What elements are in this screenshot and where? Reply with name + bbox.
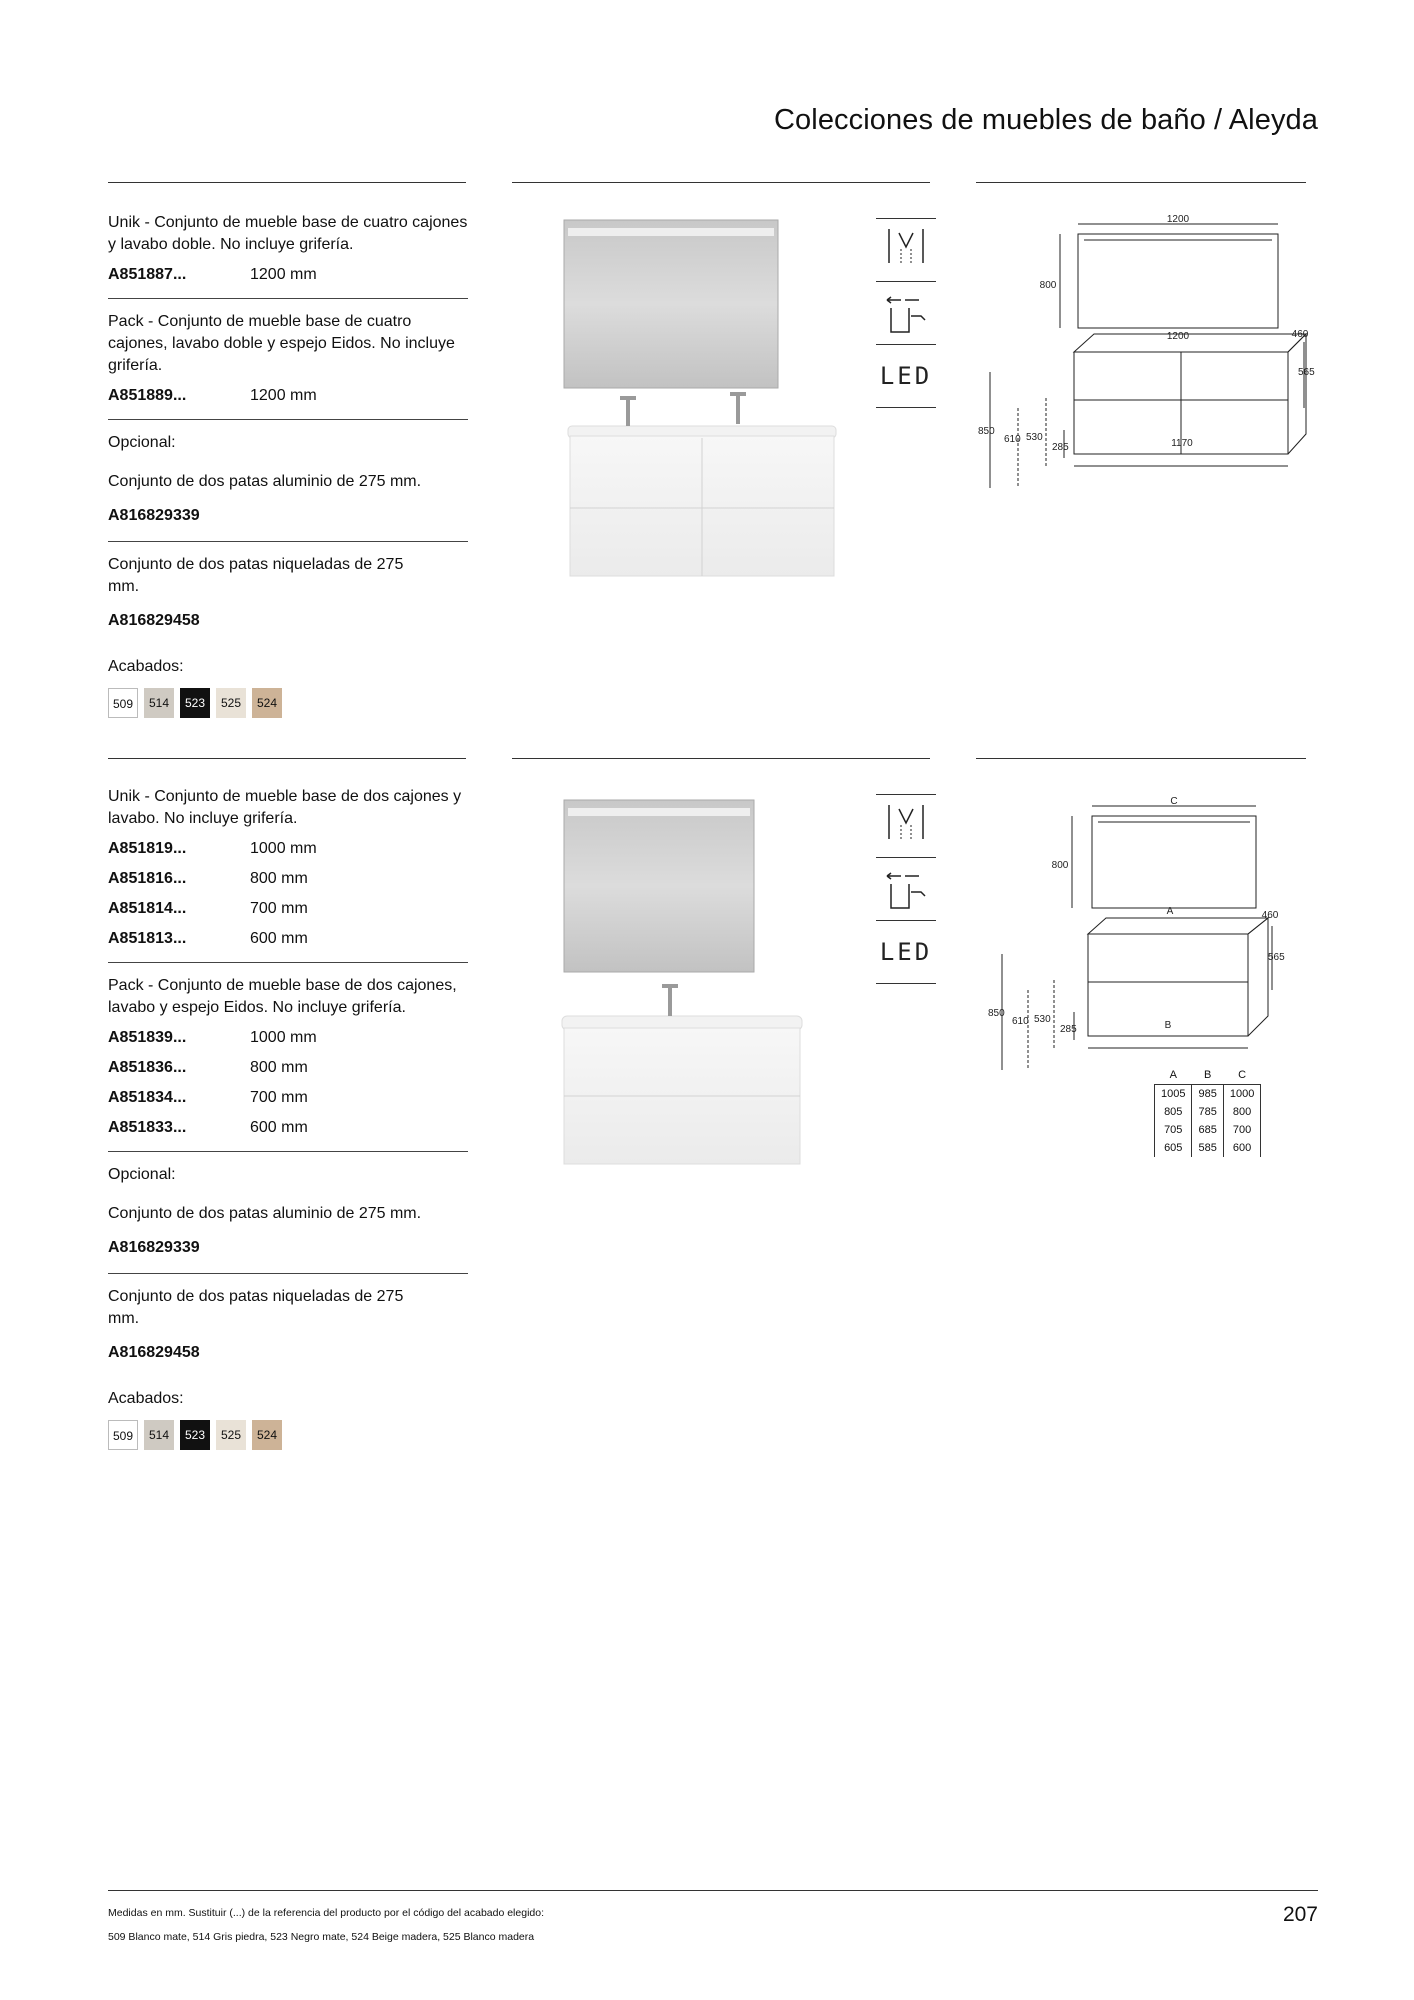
- basin-outline: [1074, 334, 1306, 352]
- finish-swatch-525: 525: [216, 688, 246, 718]
- finish-swatch-523: 523: [180, 1420, 210, 1450]
- section2-rule-right: [976, 758, 1306, 759]
- section2-dimension-drawing: [978, 794, 1308, 1084]
- product-code: A851816...: [108, 870, 187, 887]
- product-size: 1200 mm: [250, 266, 317, 283]
- table-row: [108, 1113, 468, 1143]
- table-row: [108, 834, 468, 864]
- section1-spec-column: [108, 212, 468, 718]
- mirror: [564, 800, 754, 972]
- section2-feature-icons: [876, 794, 936, 984]
- table-row: [1155, 1139, 1261, 1157]
- product-code: A851834...: [108, 1089, 187, 1106]
- section2-spec-column: [108, 786, 468, 1450]
- led-icon: LED: [876, 920, 936, 984]
- section2-product-image: [548, 794, 848, 1174]
- table-cell: 985: [1192, 1085, 1223, 1104]
- option-aluminium-code: A816829339: [108, 1239, 200, 1256]
- drawer-open-icon: [876, 794, 936, 857]
- section2-rule-left: [108, 758, 466, 759]
- option-nickel-text: Conjunto de dos patas niqueladas de 275 mm.: [108, 556, 404, 595]
- table-cell: 705: [1155, 1121, 1192, 1139]
- table-cell: 785: [1192, 1103, 1223, 1121]
- section1-rule-right: [976, 182, 1306, 183]
- dim-label: B: [1164, 1020, 1172, 1031]
- product-size: 800 mm: [250, 870, 308, 887]
- dim-label: C: [1170, 796, 1178, 807]
- finish-swatches: [108, 688, 468, 718]
- table-header: B: [1203, 1069, 1212, 1081]
- table-cell: 1000: [1223, 1085, 1260, 1104]
- section2-rule-middle: [512, 758, 930, 759]
- product-code: A851814...: [108, 900, 187, 917]
- finishes-label: Acabados:: [108, 658, 184, 675]
- tap: [668, 984, 672, 1016]
- dim-label: 285: [1052, 442, 1069, 453]
- table-row: [108, 924, 468, 954]
- finish-swatch-523: 523: [180, 688, 210, 718]
- divider: [108, 962, 468, 963]
- divider: [108, 1273, 468, 1274]
- section1-feature-icons: [876, 218, 936, 408]
- soft-close-icon: [876, 857, 936, 920]
- dim-label: 565: [1268, 952, 1285, 963]
- finish-swatch-524: 524: [252, 1420, 282, 1450]
- finish-swatch-509: 509: [108, 1420, 138, 1450]
- finish-swatch-524: 524: [252, 688, 282, 718]
- dim-label: 1170: [1171, 438, 1193, 449]
- section1-product-image: [548, 214, 848, 584]
- product-code: A851833...: [108, 1119, 187, 1136]
- drawer-open-icon: [876, 218, 936, 281]
- divider: [108, 541, 468, 542]
- table-row: [1155, 1121, 1261, 1139]
- product-code: A851819...: [108, 840, 187, 857]
- page-number: 207: [1282, 1903, 1318, 1926]
- table-cell: 800: [1223, 1103, 1260, 1121]
- product-size: 1200 mm: [250, 387, 317, 404]
- product-code: A851813...: [108, 930, 187, 947]
- product-code: A851887...: [108, 266, 187, 283]
- table-row: [1155, 1085, 1261, 1104]
- led-strip: [568, 808, 750, 816]
- finish-swatch-509: 509: [108, 688, 138, 718]
- table-cell: 1005: [1155, 1085, 1192, 1104]
- dim-label: 610: [1004, 434, 1021, 445]
- dim-label: 1200: [1166, 331, 1190, 342]
- table-cell: 700: [1223, 1121, 1260, 1139]
- dim-label: 460: [1291, 329, 1309, 340]
- section1-unik-description: Unik - Conjunto de mueble base de cuatro cajones y lavabo doble. No incluye grifería.: [108, 214, 468, 253]
- dim-label: 1200: [1166, 214, 1190, 225]
- dim-label: 610: [1012, 1016, 1029, 1027]
- divider: [108, 419, 468, 420]
- option-aluminium-text: Conjunto de dos patas aluminio de 275 mm.: [108, 1205, 422, 1222]
- product-code: A851839...: [108, 1029, 187, 1046]
- table-row: [108, 864, 468, 894]
- option-nickel-code: A816829458: [108, 612, 200, 629]
- dim-label: 285: [1060, 1024, 1077, 1035]
- option-aluminium-code: A816829339: [108, 507, 200, 524]
- dim-label: 460: [1261, 910, 1279, 921]
- table-row: [1155, 1103, 1261, 1121]
- product-size: 700 mm: [250, 1089, 308, 1106]
- product-code: A851836...: [108, 1059, 187, 1076]
- tap-right: [736, 392, 740, 424]
- finish-swatch-514: 514: [144, 688, 174, 718]
- dim-label: 850: [988, 1008, 1005, 1019]
- mirror: [564, 220, 778, 388]
- mirror-outline: [1092, 816, 1256, 908]
- table-row: [108, 1053, 468, 1083]
- dimension-table: [1154, 1066, 1261, 1157]
- dim-label: 850: [978, 426, 995, 437]
- dim-label: 800: [1039, 280, 1057, 291]
- product-size: 1000 mm: [250, 1029, 317, 1046]
- option-aluminium-text: Conjunto de dos patas aluminio de 275 mm.: [108, 473, 422, 490]
- mirror-outline: [1078, 234, 1278, 328]
- section1-dimension-drawing: [978, 212, 1315, 502]
- product-size: 1000 mm: [250, 840, 317, 857]
- table-row: [108, 1083, 468, 1113]
- table-header: C: [1238, 1069, 1247, 1081]
- dim-label: 530: [1034, 1014, 1051, 1025]
- basin-outline: [1088, 918, 1268, 934]
- finishes-label: Acabados:: [108, 1390, 184, 1407]
- led-strip: [568, 228, 774, 236]
- led-icon: LED: [876, 344, 936, 408]
- option-nickel-text: Conjunto de dos patas niqueladas de 275 mm.: [108, 1288, 404, 1327]
- optional-label: Opcional:: [108, 1166, 176, 1183]
- product-code: A851889...: [108, 387, 187, 404]
- page-title: Colecciones de muebles de baño / Aleyda: [774, 104, 1318, 136]
- product-size: 700 mm: [250, 900, 308, 917]
- table-cell: 685: [1192, 1121, 1223, 1139]
- product-size: 600 mm: [250, 1119, 308, 1136]
- section1-rule-left: [108, 182, 466, 183]
- product-size: 600 mm: [250, 930, 308, 947]
- table-row: [108, 1023, 468, 1053]
- footer-note-line2: 509 Blanco mate, 514 Gris piedra, 523 Negro mate, 524 Beige madera, 525 Blanco madera: [108, 1931, 535, 1943]
- finish-swatches: [108, 1420, 468, 1450]
- table-row: [108, 381, 468, 411]
- section1-rule-middle: [512, 182, 930, 183]
- table-cell: 600: [1223, 1139, 1260, 1157]
- section1-pack-description: Pack - Conjunto de mueble base de cuatro cajones, lavabo doble y espejo Eidos. No incluye grifería.: [108, 313, 455, 374]
- dim-label: 800: [1051, 860, 1069, 871]
- footer-rule: [108, 1890, 1318, 1891]
- tap-left: [626, 396, 630, 426]
- table-row: [108, 894, 468, 924]
- footer-note-line1: Medidas en mm. Sustituir (...) de la referencia del producto por el código del acabado elegido:: [108, 1907, 544, 1919]
- optional-label: Opcional:: [108, 434, 176, 451]
- option-nickel-code: A816829458: [108, 1344, 200, 1361]
- dim-label: A: [1166, 906, 1174, 917]
- dim-label: 530: [1026, 432, 1043, 443]
- section2-pack-description: Pack - Conjunto de mueble base de dos cajones, lavabo y espejo Eidos. No incluye grifería.: [108, 977, 457, 1016]
- table-row: [108, 260, 468, 290]
- product-size: 800 mm: [250, 1059, 308, 1076]
- table-cell: 585: [1192, 1139, 1223, 1157]
- section2-unik-description: Unik - Conjunto de mueble base de dos cajones y lavabo. No incluye grifería.: [108, 788, 462, 827]
- table-cell: 605: [1155, 1139, 1192, 1157]
- soft-close-icon: [876, 281, 936, 344]
- table-header: A: [1169, 1069, 1177, 1081]
- table-cell: 805: [1155, 1103, 1192, 1121]
- dim-label: 565: [1298, 367, 1315, 378]
- divider: [108, 1151, 468, 1152]
- divider: [108, 298, 468, 299]
- finish-swatch-514: 514: [144, 1420, 174, 1450]
- finish-swatch-525: 525: [216, 1420, 246, 1450]
- table-row: [1155, 1066, 1261, 1085]
